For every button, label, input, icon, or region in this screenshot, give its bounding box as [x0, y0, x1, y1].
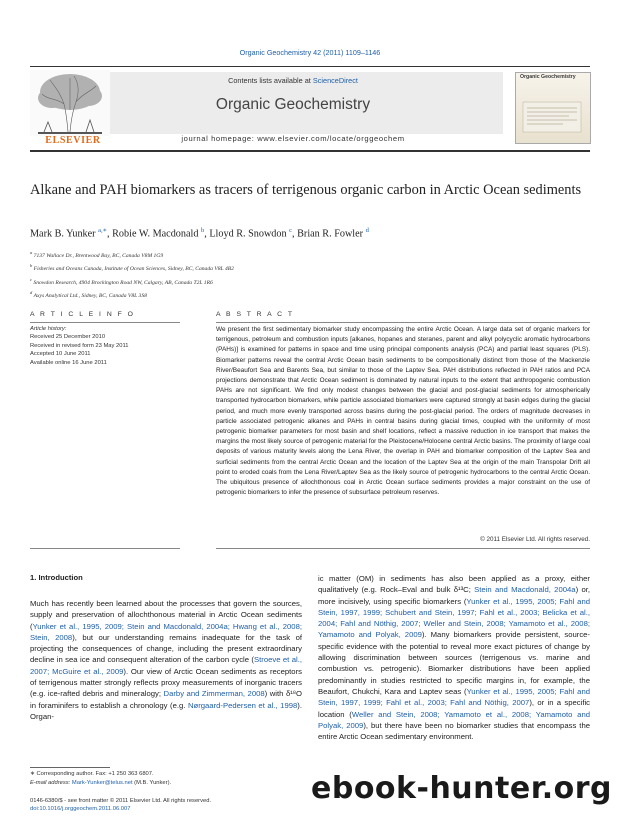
body-text: ). Our view of Arctic Ocean sediments as receptors of terrigenous matter strongly reflects proxy measurements of inorganic tracers (e.g. ice-rafted debris and mineralogy; — [30, 666, 302, 699]
email-label: E-mail address: — [30, 779, 72, 786]
body-text: Much has recently been learned about the processes that govern the sources, supply and preservation of allochthonous material in Arctic Ocean sediments ( — [30, 599, 302, 631]
sciencedirect-link[interactable]: ScienceDirect — [312, 76, 358, 85]
citation-link[interactable]: Stein and Macdonald, 2004a — [474, 585, 576, 595]
affiliation — [30, 248, 590, 261]
email-note — [30, 779, 302, 788]
body-text: ) or, more incisively, using specific biomarkers ( — [318, 585, 590, 606]
author-affiliation-link[interactable]: d — [365, 227, 369, 234]
affiliation-marker: b — [30, 263, 33, 269]
citation-link[interactable]: Yunker et al., 1995, 2005; Fahl and Stein, 1997, 1999; Fahl et al., 2003; Fahl and Nöthig, 2007 — [318, 686, 590, 708]
watermark: ebook-hunter.org — [311, 771, 612, 806]
publisher-name: ELSEVIER — [45, 135, 101, 146]
affiliation-text: Fisheries and Oceans Canada, Institute of Ocean Sciences, Sidney, BC, Canada V8L 4B2 — [33, 266, 234, 273]
body-text: ). Many biomarkers provide persistent, source-specific evidence with the potential to reveal more exact pictures of change by allowing discrimination between sources (terrigenous vs. marine and combustion vs. petrogenic). Biomarker distributions have been applied predominantly in studies restricted to specific margins in, for example, the Beaufort, Chukchi, Kara and Laptev seas ( — [318, 630, 590, 696]
author-affiliation-link[interactable]: c — [289, 227, 293, 234]
footnote-divider — [30, 767, 110, 768]
issn-line: 0146-6380/$ - see front matter © 2011 Elsevier Ltd. All rights reserved. — [30, 798, 212, 804]
article-history — [30, 325, 190, 367]
body-text: ), or in a specific location ( — [318, 698, 591, 719]
body-text: ), but there have been no biomarker studies that encompass the entire Arctic Ocean sedimentary environment. — [318, 720, 590, 742]
author-affiliation-link[interactable]: b — [200, 227, 205, 234]
corresponding-author-note: ∗ Corresponding author. Fax: +1 250 363 6807. — [30, 771, 154, 777]
history-date: Available online 16 June 2011 — [30, 359, 107, 366]
footnotes — [30, 770, 302, 787]
affiliation-marker: a — [30, 250, 33, 255]
email-suffix: (M.B. Yunker). — [132, 779, 172, 786]
author-name: Brian R. Fowler — [297, 228, 364, 240]
body-text: ic matter (OM) in sediments has also been applied as a proxy, either qualitatively (e.g. Rock–Eval and bulk δ¹³C; — [318, 574, 590, 595]
author-email-link[interactable]: Mark-Yunker@telus.net — [71, 779, 133, 786]
contents-prefix: Contents lists available at — [228, 76, 313, 85]
article-info-heading: A R T I C L E I N F O — [30, 311, 135, 318]
citation-link[interactable]: Weller and Stein, 2008; Yamamoto et al., 2008; Yamamoto and Polyak, 2009 — [318, 709, 590, 730]
copyright-notice: © 2011 Elsevier Ltd. All rights reserved. — [480, 536, 590, 543]
header-rule-bottom — [30, 150, 590, 152]
contents-line — [83, 76, 503, 85]
history-date: Received 25 December 2010 — [30, 334, 106, 341]
body-column-left — [30, 598, 302, 722]
affiliations — [30, 248, 590, 301]
body-text: ), but our understanding remains inadequate for the task of projecting the consequences of change, including the present extraordinary decline in sea ice and consequent alteration of the carbon cycle ( — [30, 632, 303, 665]
header-rule-top — [30, 66, 590, 67]
affiliation-text: Snowdon Research, 4904 Brockington Road NW, Calgary, AB, Canada T2L 1R6 — [33, 279, 213, 286]
issn-block — [30, 797, 302, 814]
cover-title: Organic Geochemistry — [520, 74, 576, 80]
doi-link[interactable]: doi:10.1016/j.orggeochem.2011.06.007 — [30, 806, 131, 813]
body-text: ) with δ¹⁸O in foraminifers to establish a chronology (e.g. — [30, 689, 303, 710]
author-name: Lloyd R. Snowdon — [209, 228, 287, 240]
citation-link[interactable]: Stroeve et al., 2007; McGuire et al., 2009 — [30, 655, 302, 676]
body-column-right — [318, 573, 590, 742]
body-text: ). Organ- — [30, 700, 302, 721]
history-label: Article history: — [30, 326, 67, 332]
divider — [30, 322, 180, 323]
affiliation-marker: d — [30, 290, 33, 296]
affiliation-text: Axys Analytical Ltd., Sidney, BC, Canada V8L 3S8 — [33, 292, 147, 299]
abstract-heading: A B S T R A C T — [216, 311, 294, 318]
homepage-prefix: journal homepage: — [181, 134, 258, 143]
affiliation-marker: c — [30, 276, 32, 282]
cover-artwork — [519, 100, 585, 134]
history-date: Accepted 10 June 2011 — [30, 351, 91, 358]
article-title: Alkane and PAH biomarkers as tracers of terrigenous organic carbon in Arctic Ocean sediments — [30, 182, 582, 198]
citation-link[interactable]: Yunker et al., 1995, 2009; Stein and Macdonald, 2004a; Hwang et al., 2008; Stein, 2008 — [30, 621, 302, 642]
divider — [30, 548, 180, 549]
homepage-url[interactable]: www.elsevier.com/locate/orggeochem — [257, 134, 405, 143]
section-heading: 1. Introduction — [30, 573, 83, 582]
author-affiliation-link[interactable]: a,∗ — [98, 227, 108, 234]
homepage-line — [83, 134, 503, 143]
author-list: Mark B. Yunker $^{a,∗}$, Robie W. Macdonald $^b$, Lloyd R. Snowdon $^c$, Brian R. Fowler $^d$ — [30, 227, 369, 240]
affiliation — [30, 261, 590, 274]
journal-citation[interactable]: Organic Geochemistry 42 (2011) 1109–1146 — [239, 48, 381, 57]
abstract-text: We present the first sedimentary biomarker study encompassing the entire Arctic Ocean. A large data set of organic markers for terrigenous, petroleum and combustion inputs [alkanes, hopanes and steranes, parent and alkyl polycyclic aromatic hydrocarbons (PAHs)] is examined for patterns in space and time using principal components analysis (PCA) and partial least squares (PLS). Biomarker patterns reveal the central Arctic Ocean basin sediments to be compositionally distinct from those of the Mackenzie River/Beaufort Sea and Barents Sea, but similar to those of the Laptev Sea. PAH distributions reflected in PAH ratios and PCA projections demonstrate that Arctic Ocean sediment is dominated by natural inputs to the extent that anthropogenic combustion PAHs are not significant. We find only modest changes between the glacial and post-glacial sediments for atmospherically transported hydrocarbon biomarkers, while particle associated biomarkers were captured strongly at basin edges during the glacial period, and much more evenly transported across basins during the post-glacial period. The orders of magnitude decreases in particle associated petrogenic alkanes and PAHs in central basins during glacial times, coupled with the uniformity of most petrogenic biomarker parameters for most basin and shelf locations, reflect a massive reduction in ice transport that makes the margins the most likely source of petrogenic material for the Pleistocene/Holocene central Arctic basins. The proximity of large coal deposits of various maturity levels along the Lena River, the overlap in PAH and biomarker composition of the Laptev Sea and surficial sediments from the central Arctic Ocean and the location of the Laptev Sea at the origin of the main Transpolar Drift all point to eroded coals from the Lena River/Laptev Sea as the likely source of petrogenic hydrocarbons to the central Arctic Ocean. The ubiquitous presence of allochthonous coal in Arctic Ocean surface sediments provides a major constraint on the use of petrogenic biomarkers to infer the presence of subsurface petroleum reserves. — [216, 326, 590, 497]
history-date: Received in revised form 23 May 2011 — [30, 342, 129, 349]
affiliation-text: 7137 Wallace Dr., Brentwood Bay, BC, Canada V8M 1G9 — [33, 252, 164, 259]
author-name: Mark B. Yunker — [30, 228, 96, 240]
journal-title: Organic Geochemistry — [215, 96, 371, 113]
citation-link[interactable]: Yunker et al., 1995, 2005; Fahl and Stein, 1997, 1999; Schubert and Stein, 1997; Fahl et al., 2003; Belicka et al., 2004; Fahl and Nöthig, 2007; Weller and Stein, 2008; Yamamoto et al., 2008; Yamamoto and Polyak, 2009 — [318, 596, 590, 640]
author-name: Robie W. Macdonald — [112, 228, 199, 240]
affiliation — [30, 288, 590, 301]
citation-link[interactable]: Nørgaard-Pedersen et al., 1998 — [187, 700, 298, 710]
citation-link[interactable]: Darby and Zimmerman, 2008 — [163, 689, 265, 699]
divider — [216, 548, 590, 549]
divider — [216, 322, 590, 323]
affiliation — [30, 275, 590, 288]
